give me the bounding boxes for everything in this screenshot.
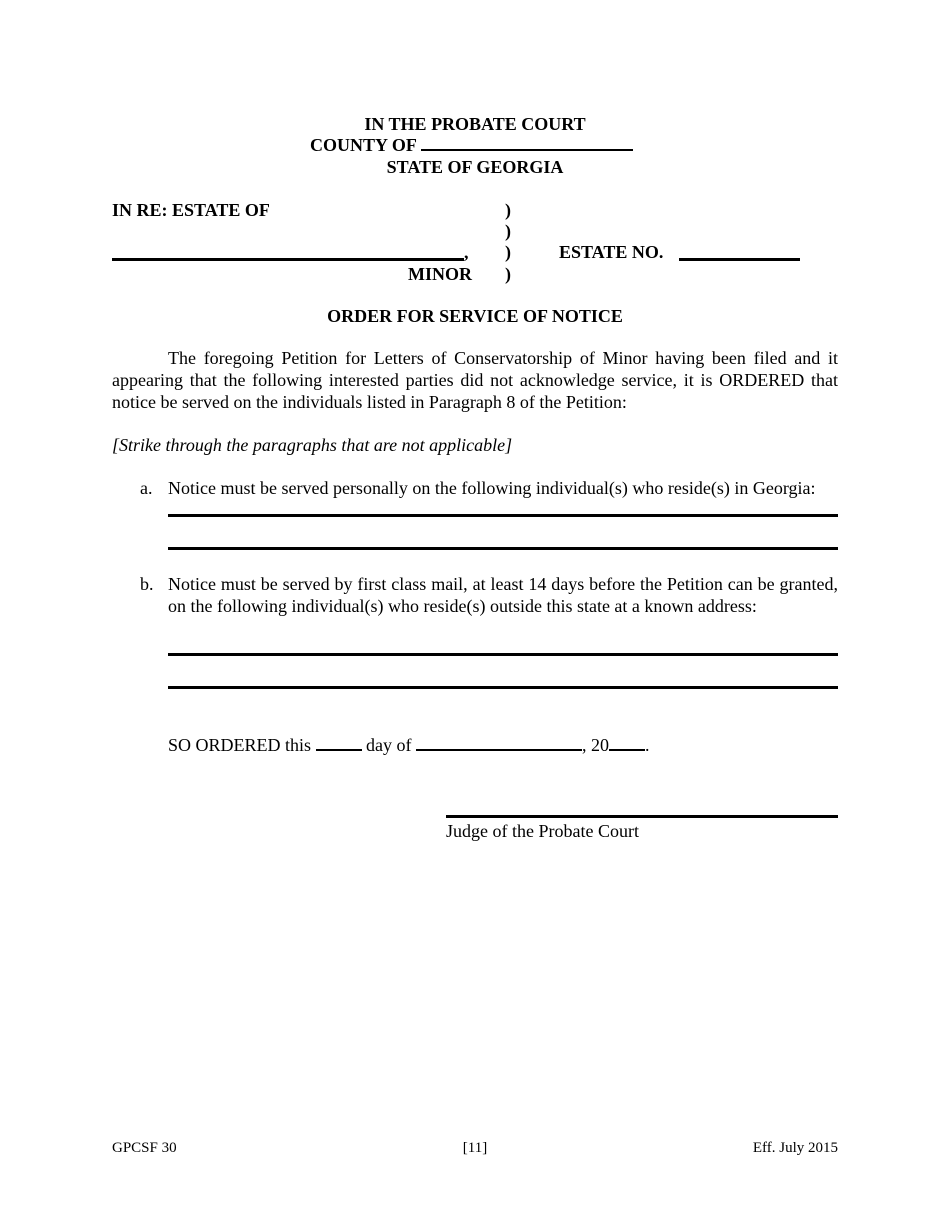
county-blank[interactable] — [421, 135, 633, 151]
item-a-text: Notice must be served personally on the following individual(s) who reside(s) in Georgia: — [168, 478, 816, 498]
item-b-text: Notice must be served by first class mail, at least 14 days before the Petition can be granted, on the following individual(s) who reside(s) outside this state at a known address: — [168, 574, 838, 616]
caption-paren-1: ) — [505, 200, 511, 220]
footer-form-id: GPCSF 30 — [112, 1140, 177, 1156]
item-b-line-2[interactable] — [168, 686, 838, 689]
item-b-marker: b. — [140, 574, 154, 594]
footer-page-number: [11] — [462, 1140, 488, 1156]
footer-effective-date: Eff. July 2015 — [752, 1140, 838, 1156]
county-label: COUNTY OF — [310, 135, 417, 155]
judge-label: Judge of the Probate Court — [446, 821, 639, 841]
caption-comma: , — [464, 242, 469, 262]
in-re-label: IN RE: ESTATE OF — [112, 200, 270, 220]
item-a-line-2[interactable] — [168, 547, 838, 550]
year-blank[interactable] — [609, 735, 645, 751]
estate-no-blank[interactable] — [679, 258, 800, 261]
item-b-line-1[interactable] — [168, 653, 838, 656]
caption-paren-4: ) — [505, 264, 511, 284]
judge-signature-line[interactable] — [446, 815, 838, 818]
month-blank[interactable] — [416, 735, 582, 751]
item-a-marker: a. — [140, 478, 153, 498]
so-ordered-line — [168, 734, 650, 756]
day-blank[interactable] — [316, 735, 362, 751]
instruction-note: [Strike through the paragraphs that are not applicable] — [112, 435, 513, 455]
intro-paragraph: The foregoing Petition for Letters of Conservatorship of Minor having been filed and it appearing that the following interested parties did not acknowledge service, it is ORDERED that notice be served on the individuals listed in Paragraph 8 of the Petition: — [112, 348, 838, 412]
county-line — [310, 134, 633, 156]
minor-label: MINOR — [408, 264, 472, 284]
state-heading: STATE OF GEORGIA — [386, 157, 564, 177]
caption-paren-2: ) — [505, 221, 511, 241]
court-heading: IN THE PROBATE COURT — [364, 114, 586, 134]
estate-no-label: ESTATE NO. — [559, 242, 664, 262]
year-prefix: , 20 — [582, 735, 609, 755]
day-of-label: day of — [366, 735, 412, 755]
caption-paren-3: ) — [505, 242, 511, 262]
item-a-line-1[interactable] — [168, 514, 838, 517]
order-period: . — [645, 735, 650, 755]
minor-name-blank[interactable] — [112, 258, 464, 261]
order-title: ORDER FOR SERVICE OF NOTICE — [327, 306, 623, 326]
so-ordered-prefix: SO ORDERED this — [168, 735, 312, 755]
